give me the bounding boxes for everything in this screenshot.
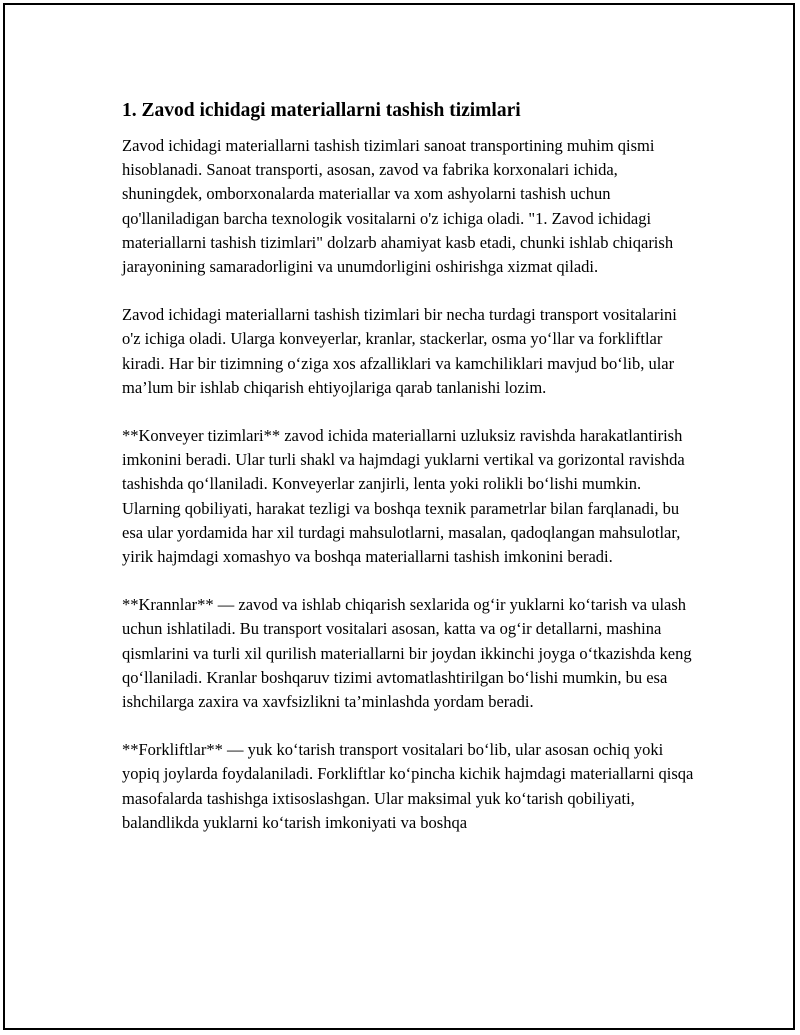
paragraph-transport-types: Zavod ichidagi materiallarni tashish tizimlari bir necha turdagi transport vositalarini o'z ichiga oladi. Ularga konveyerlar, kranlar, stackerlar, osma yo‘llar va forkliftlar kiradi. Har bir tizimning o‘ziga xos afzalliklari va kamchiliklari mavjud bo‘lib, ular ma’lum bir ishlab chiqarish ehtiyojlariga qarab tanlanishi lozim. — [122, 305, 677, 397]
paragraph-cranes: **Krannlar** — zavod va ishlab chiqarish sexlarida og‘ir yuklarni ko‘tarish va ulash uchun ishlatiladi. Bu transport vositalari asosan, katta va og‘ir detallarni, mashina qismlarini va turli xil qurilish materiallarni bir joydan ikkinchi joyga o‘tkazishda keng qo‘llaniladi. Kranlar boshqaruv tizimi avtomatlashtirilgan bo‘lishi mumkin, bu esa ishchilarga zaxira va xavfsizlikni ta’minlashda yordam beradi. — [122, 595, 692, 712]
paragraph-forklifts: **Forkliftlar** — yuk ko‘tarish transport vositalari bo‘lib, ular asosan ochiq yoki yopiq joylarda foydalaniladi. Forkliftlar ko‘pincha kichik hajmdagi materiallarni qisqa masofalarda tashishga ixtisoslashgan. Ular maksimal yuk ko‘tarish qobiliyati, balandlikda yuklarni ko‘tarish imkoniyati va boshqa — [122, 740, 694, 832]
page-frame — [3, 3, 795, 1030]
paragraph-conveyors: **Konveyer tizimlari** zavod ichida materiallarni uzluksiz ravishda harakatlantirish imkonini beradi. Ular turli shakl va hajmdagi yuklarni vertikal va gorizontal ravishda tashishda qo‘llaniladi. Konveyerlar zanjirli, lenta yoki rolikli bo‘lishi mumkin. Ularning qobiliyati, harakat tezligi va boshqa texnik parametrlar bilan farqlanadi, bu esa ular yordamida har xil turdagi mahsulotlarni, masalan, qadoqlangan mahsulotlar, yirik hajmdagi xomashyo va boshqa materiallarni tashish imkonini beradi. — [122, 426, 685, 567]
document-body — [118, 98, 698, 835]
paragraph-intro: Zavod ichidagi materiallarni tashish tizimlari sanoat transportining muhim qismi hisoblanadi. Sanoat transporti, asosan, zavod va fabrika korxonalari ichida, shuningdek, omborxonalarda materiallar va xom ashyolarni tashish uchun qo'llaniladigan barcha texnologik vositalarni o'z ichiga oladi. "1. Zavod ichidagi materiallarni tashish tizimlari" dolzarb ahamiyat kasb etadi, chunki ishlab chiqarish jarayonining samaradorligini va unumdorligini oshirishga xizmat qiladi. — [122, 136, 674, 277]
section-heading: 1. Zavod ichidagi materiallarni tashish tizimlari — [122, 100, 521, 121]
